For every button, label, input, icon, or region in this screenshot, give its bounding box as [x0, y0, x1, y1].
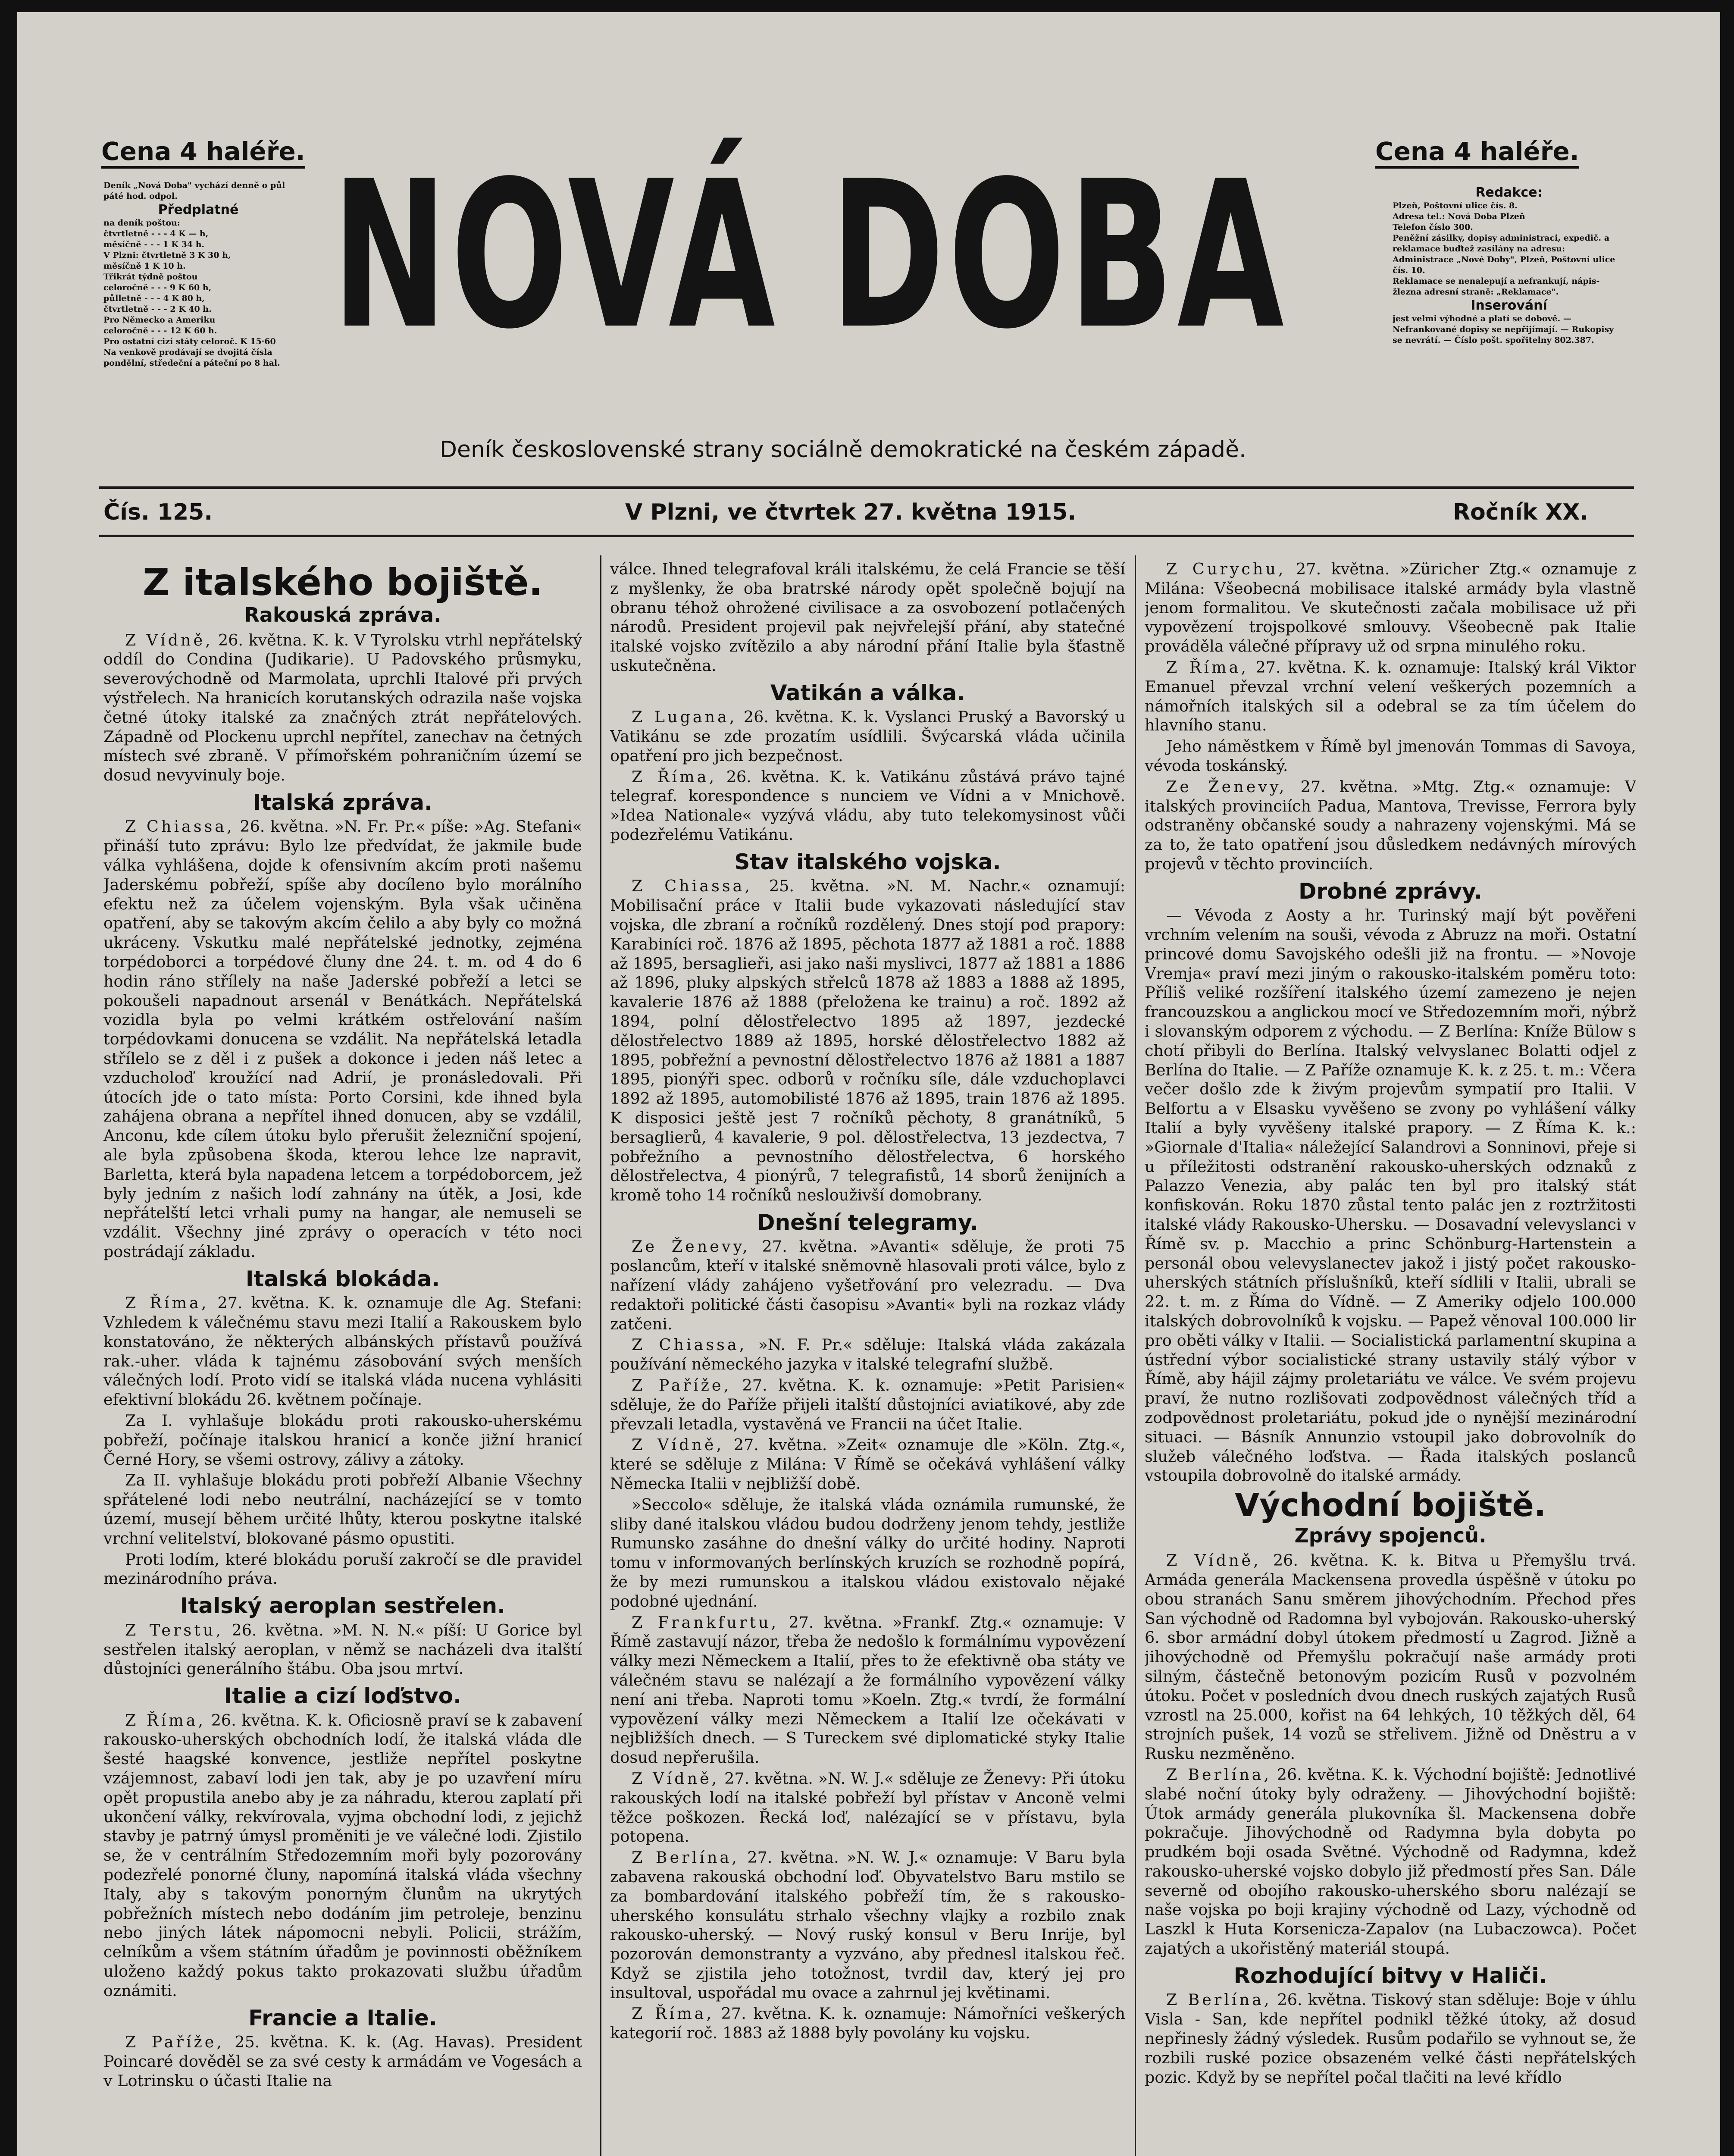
article-paragraph: Z Říma, 27. května. K. k. oznamuje: Italský král Viktor Emanuel převzal vrchní velení veškerých pozemních a námořních italských sil a odebral se za tím účelem do hlavního stanu.	[1145, 658, 1636, 735]
subscription-line: celoročně - - - 9 K 60 h,	[103, 283, 212, 292]
article-paragraph: Z Paříže, 27. května. K. k. oznamuje: »Petit Parisien« sděluje, že do Paříže přijeli italští důstojníci aviatikové, aby zde převzali letadla, vystavěná ve Francii na účet Italie.	[610, 1376, 1125, 1433]
headline-italian-front: Z italského bojiště.	[143, 561, 543, 604]
article-paragraph: Proti lodím, které blokádu poruší zakročí se dle pravidel mezinárodního práva.	[103, 1550, 582, 1588]
article-paragraph: Z Curychu, 27. května. »Züricher Ztg.« oznamuje z Milána: Všeobecná mobilisace italské armády byla vlastně jenom formalitou. Ve skutečnosti začala mobilisace už při vypovězení trojspolkové smlouvy. Všeobecně pak Italie prováděla válečné přípravy už od srpna minulého roku.	[1145, 560, 1636, 656]
article-paragraph: Z Vídně, 26. května. K. k. V Tyrolsku vtrhl nepřátelský oddíl do Condina (Judikarie). U Padovského průsmyku, severovýchodně od Marmolata, uprchli Italové při prvých výstřelech. Na hranicích korutanských odrazila naše vojska četné útoky italské za značných ztrát nepřátelových. Západně od Plockenu uprchl nepřítel, zanechav na četných místech své zbraně. V přímořském pohraničním území se dosud nevyvinuly boje.	[103, 630, 582, 785]
article-paragraph: Z Vídně, 27. května. »Zeit« oznamuje dle »Köln. Ztg.«, které se sděluje z Milána: V Římě se očekává vyhlášení války Německa Italii v nejbližší době.	[610, 1435, 1125, 1493]
subscription-line: měsíčně 1 K 10 h.	[103, 261, 186, 271]
subscription-heading: Předplatné	[158, 202, 239, 217]
editorial-line: Peněžní zásilky, dopisy administraci, expedič. a reklamace buďtež zasílány na adresu: Administrace „Nové Doby", Plzeň, Poštovní ulice čís. 10.	[1393, 233, 1615, 275]
article-paragraph: »Seccolo« sděluje, že italská vláda oznámila rumunské, že sliby dané italskou vládou budou dodrženy jenom tehdy, jestliže Rumunsko zasáhne do dnešní války do určité hodiny. Naproti tomu v informovaných berlínských kruzích se rozhodně popírá, že by mezi rumunskou a italskou vládou existovalo nějaké podobné ujednání.	[610, 1495, 1125, 1611]
subscription-box	[103, 180, 293, 473]
subscription-line: Na venkově prodávají se dvojitá čísla pondělní, středeční a páteční po 8 hal.	[103, 348, 280, 368]
subscription-line: čtvrtletně - - - 2 K 40 h.	[103, 304, 212, 314]
price-left: Cena 4 haléře.	[101, 137, 305, 166]
newspaper-page	[17, 12, 1720, 2156]
article-paragraph: Ze Ženevy, 27. května. »Avanti« sděluje, že proti 75 poslancům, kteří v italské sněmovně hlasovali proti válce, bylo z nařízení vlády zahájeno vyšetřování pro velezradu. — Dva redaktoři politické části časopisu »Avanti« byli na rozkaz vlády zatčeni.	[610, 1237, 1125, 1333]
editorial-box	[1393, 185, 1625, 482]
article-paragraph: Za I. vyhlašuje blokádu proti rakousko-uherskému pobřeží, počínaje italskou hranicí a konče jižní hranicí Černé Hory, se všemi ostrovy, zálivy a zátoky.	[103, 1411, 582, 1469]
article-paragraph: Z Lugana, 26. května. K. k. Vyslanci Pruský a Bavorský u Vatikánu se zde prozatím usídlili. Švýcarská vláda učinila opatření pro jich bezpečnost.	[610, 708, 1125, 765]
issue-date: V Plzni, ve čtvrtek 27. května 1915.	[625, 499, 1077, 525]
article-paragraph: Ze Ženevy, 27. května. »Mtg. Ztg.« oznamuje: V italských provinciích Padua, Mantova, Trevisse, Ferrora byly odstraněny občanské soudy a nahrazeny vojenskými. Má se za to, že tato opatření jsou důsledkem nedávných mírových projevů v těchto provinciích.	[1145, 777, 1636, 873]
article-paragraph: Z Terstu, 26. května. »M. N. N.« píší: U Gorice byl sestřelen italský aeroplan, v němž se nacházeli dva italští důstojníci generálního štábu. Oba jsou mrtví.	[103, 1620, 582, 1678]
article-paragraph: válce. Ihned telegrafoval králi italskému, že celá Francie se těší z myšlenky, že oba bratrské národy opět společně bojují na obranu téhož ohrožené civilisace a za osvobození potlačených národů. President projevil pak nejvřelejší přání, aby statečné italské vojsko zvítězilo a aby národní přání Italie byla šťastně uskutečněna.	[610, 560, 1125, 675]
article-paragraph: Z Chiassa, 26. května. »N. Fr. Pr.« píše: »Ag. Stefani« přináší tuto zprávu: Bylo lze předvídat, že jakmile bude válka vyhlášena, dojde k ofensivním akcím proti našemu Jaderskému pobřeží, spíše aby docíleno bylo morálního efektu než za účelem vojenským. Byla však učiněna opatření, aby se takovým akcím čelilo a aby byly co možná ukráceny. Vskutku malé nepřátelské jednotky, zejména torpédoborci a torpédové čluny dne 24. t. m. od 4 do 6 hodin ráno střílely na naše Jaderské pobřeží a letci se pokoušeli napadnout arsenál v Benátkách. Nepřátelská vozidla byla po velmi krátkém ostřelování naším torpédovkami donucena se vzdálit. Na nepřátelská letadla střílelo se z děl i z pušek a dokonce i jeden náš letec a vzducholoď kroužící nad Adrií, je pronásledovali. Při útocích jde o tato místa: Porto Corsini, kde ihned byla zahájena obrana a nepřítel ihned donucen, aby se vzdálil, Anconu, kde cílem útoku bylo přerušit železniční spojení, ale byla způsobena škoda, kterou lehce lze napravit, Barletta, která byla napadena letcem a torpédoborcem, jež byly jedním z našich lodí zahnány na útěk, a Josi, kde nepřátelští letci vrhali pumy na hangar, ale nemuseli se vzdálit. Všechny jiné zprávy o operacích v této noci postrádají základu.	[103, 817, 582, 1261]
column-divider	[1135, 555, 1136, 2156]
article-paragraph: Z Říma, 26. května. K. k. Vatikánu zůstává právo tajné telegraf. korespondence s nunciem ve Vídni a v Mnichově. »Idea Nationale« vyzývá vládu, aby tuto telekomysinost vůči podezřelému Vatikánu.	[610, 767, 1125, 844]
article-paragraph: Z Paříže, 25. května. K. k. (Ag. Havas). President Poincaré dověděl se za své cesty k armádám ve Vogesách a v Lotrinsku o účasti Italie na	[103, 2033, 582, 2090]
subhead-allied-reports: Zprávy spojenců.	[1294, 1523, 1487, 1547]
editorial-line: Adresa tel.: Nová Doba Plzeň	[1393, 212, 1525, 221]
subhead-italian-blockade: Italská blokáda.	[245, 1266, 440, 1291]
article-paragraph: Z Vídně, 27. května. »N. W. J.« sděluje ze Ženevy: Při útoku rakouských lodí na italské pobřeží byl přístav v Anconě velmi těžce poškozen. Řecká loď, nalézající se v přístavu, byla potopena.	[610, 1769, 1125, 1846]
advertising-heading: Inserování	[1471, 298, 1547, 313]
article-paragraph: — Vévoda z Aosty a hr. Turinský mají být pověřeni vrchním velením na souši, vévoda z Abruzz na moři. Ostatní princové domu Savojského odešli již na frontu. — »Novoje Vremja« praví mezi jiným o rakousko-italském poměru toto: Příliš veliké rozšíření italského území zamezeno je nejen francouzskou a anglickou mocí ve Středozemním moři, nýbrž i slovanským odporem z východu. — Z Berlína: Kníže Bülow s chotí přibyli do Berlína. Italský velvyslanec Bolatti odjel z Berlína do Italie. — Z Paříže oznamuje K. k. z 25. t. m.: Včera večer došlo zde k živým projevům sympatií pro Italii. V Belfortu a v Elsasku vyvěšeno se zvony po vyhlášení války Italií a byly vyvěšeny italské prapory. — Z Říma K. k.: »Giornale d'Italia« náležející Salandrovi a Sonninovi, přeje si u příležitosti odstranění rakousko-uherských odznaků z Palazzo Venezia, aby palác ten byl pro italský stát konfiskován. Roku 1870 zůstal tento palác jen z roztržitosti italské vlády Rakousko-Uhersku. — Dosavadní velevyslanci v Římě sv. p. Macchio a princ Schönburg-Hartenstein a personál obou velevyslanectev jakož i jistý počet rakousko-uherských státních příslušníků, kteří sídlili v Italii, ubrali se 22. t. m. z Říma do Vídně. — Z Ameriky odjelo 100.000 italských dobrovolníků k vojsku. — Papež věnoval 100.000 lir pro oběti války v Italii. — Socialistická parlamentní skupina a ústřední výbor socialistické strany ustavily stálý výbor v Římě, aby hájil zájmy proletariátu ve válce. Ve svém projevu praví, že nutno rozlišovati zodpovědnost válečných tříd a zodpovědnost proletariátu, pokud jde o nynější mezinárodní situaci. — Básník Annunzio vstoupil jako dobrovolník do služeb válečného loďstva. — Řada italských poslanců vstoupila dobrovolně do italské armády.	[1145, 906, 1636, 1485]
subscription-line: Pro ostatní cizí státy celoroč. K 15·60	[103, 337, 276, 346]
article-paragraph: Z Berlína, 27. května. »N. W. J.« oznamuje: V Baru byla zabavena rakouská obchodní loď. Obyvatelstvo Baru mstilo se za bombardování italského pobřeží tím, že s rakousko-uherského konsulátu strhalo všechny vlajky a rozbilo znak rakousko-uherský. — Nový ruský konsul v Beru Inrije, byl pozorován demonstranty a vyzváno, aby přednesl italskou řeč. Když se zjistila jeho totožnost, tvrdil dav, který jej pro insultoval, uspořádal mu ovace a zahrnul jej květinami.	[610, 1848, 1125, 2002]
subhead-galicia-battles: Rozhodující bitvy v Haliči.	[1233, 1963, 1547, 1988]
subhead-aeroplane: Italský aeroplan sestřelen.	[180, 1593, 506, 1619]
masthead-subtitle: Deník československé strany sociálně demokratické na českém západě.	[440, 437, 1246, 463]
subscription-line: měsíčně - - - 1 K 34 h.	[103, 240, 205, 249]
subscription-line: na deník poštou:	[103, 218, 180, 228]
subhead-foreign-fleet: Italie a cizí loďstvo.	[224, 1683, 462, 1709]
article-paragraph: Jeho náměstkem v Římě byl jmenován Tommas di Savoya, vévoda toskánský.	[1145, 737, 1636, 775]
subhead-austrian-report: Rakouská zpráva.	[244, 603, 441, 627]
article-paragraph: Z Říma, 26. května. K. k. Oficiosně praví se k zabavení rakousko-uherských obchodních lodí, že italská vláda dle šesté haagské konvence, jestliže nepřítel poskytne vzájemnost, zabaví lodi jen tak, aby je po uzavření míru opět propustila anebo aby je za náhradu, kterou zaplatí při ukončení války, rekvírovala, vyjma obchodní lodi, z jejichž stavby je patrný úmysl proměniti je ve válečné lodi. Zjistilo se, že v centrálním Středozemním moři byly pozorovány podezřelé ponorné čluny, napomíná italská vláda všechny Italy, aby s takovým ponorným člunům na ukrytých pobřežních místech nebo dodáním jim petroleje, benzinu nebo jiných látek nápomocni nebyli. Policii, strážím, celníkům a všem státním úřadům je povinnosti oběžníkem uloženo každý pokus takto prokazovati službu úřadům oznámiti.	[103, 1711, 582, 2000]
article-paragraph: Z Berlína, 26. května. Tiskový stan sděluje: Boje v úhlu Visla - San, kde nepřítel podnikl těžké útoky, až dosud nepřinesly žádný výsledek. Rusům podařilo se vyhnout se, že rozbili ruské pozice obsazeném velké části nepřátelských pozic. Když by se nepřítel počal tlačiti na levé křídlo	[1145, 1990, 1636, 2087]
subhead-todays-telegrams: Dnešní telegramy.	[757, 1210, 979, 1235]
article-paragraph: Z Chiassa, 25. května. »N. M. Nachr.« oznamují: Mobilisační práce v Italii bude vykazovati následující stav vojska, dle zbraní a ročníků rozdělený. Dnes stojí pod prapory: Karabiníci roč. 1876 až 1895, pěchota 1877 až 1881 a roč. 1888 až 1895, bersaglieři, asi jako naši myslivci, 1877 až 1881 a 1886 až 1896, pluky alpských střelců 1878 až 1883 a 1888 až 1895, kavalerie 1876 až 1888 (přeložena ke trainu) a roč. 1892 až 1894, polní dělostřelectvo 1895 až 1897, jezdecké dělostřelectvo 1889 až 1895, horské dělostřelectvo 1882 až 1895, pobřežní a pevnostní dělostřelectvo 1876 až 1881 a 1887 1895, pionýři spec. odborů v ročníku síle, dále vzduchoplavci 1892 až 1895, automobilisté 1876 až 1895, train 1876 až 1895. K disposici ještě jest 7 ročníků pěchoty, 8 granátníků, 5 bersaglierů, 4 kavalerie, 9 pol. dělostřelectva, 13 jezdectva, 7 pobřežního a pevnostního dělostřelectva, 6 horského dělostřelectva, 4 pionýrů, 7 telegrafistů, 14 sborů ženijních a kromě toho 14 ročníků neslouživší domobrany.	[610, 877, 1125, 1205]
editorial-line: Plzeň, Poštovní ulice čís. 8.	[1393, 201, 1518, 210]
header-rule-top	[99, 486, 1634, 489]
header-rule-bottom	[99, 535, 1634, 537]
editorial-line: Reklamace se nenalepují a nefrankují, nápis-žlezna adresní straně: „Reklamace".	[1393, 276, 1600, 297]
subhead-army-status: Stav italského vojska.	[734, 849, 1001, 874]
volume-number: Ročník XX.	[1453, 499, 1589, 525]
advertising-line: jest velmi výhodné a platí se dobově. — Nefrankované dopisy se nepřijímají. — Rukopisy se nevrátí. — Číslo pošt. spořitelny 802.387.	[1393, 314, 1614, 345]
editorial-heading: Redakce:	[1475, 185, 1543, 200]
column-3	[1145, 560, 1636, 2156]
subscription-intro: Deník „Nová Doba" vychází denně o půl páté hod. odpol.	[103, 181, 285, 201]
column-divider	[600, 555, 601, 2156]
issue-number: Čís. 125.	[103, 499, 213, 525]
masthead-title: NOVÁ DOBA	[332, 138, 1288, 373]
article-paragraph: Z Chiassa, »N. F. Pr.« sděluje: Italská vláda zakázala používání německého jazyka v italské telegrafní službě.	[610, 1335, 1125, 1374]
article-paragraph: Z Frankfurtu, 27. května. »Frankf. Ztg.« oznamuje: V Římě zastavují názor, třeba že nedošlo k formálnímu vypovězení války mezi Německem a Italií, přes to že efektivně oba státy ve válečném stavu se nalézají a že formálního vypovězení války není ani třeba. Naproti tomu »Koeln. Ztg.« tvrdí, že formální vypovězení války mezi Německem a Italií lze očekávati v nejbližších dnech. — S Tureckem své diplomatické styky Italie dosud nepřerušila.	[610, 1613, 1125, 1767]
article-paragraph: Za II. vyhlašuje blokádu proti pobřeží Albanie Všechny spřátelené lodi nebo neutrální, nacházející se v tomto území, musejí během určité lhůty, kterou poskytne italské vrchní velitelství, blokované pásmo opustiti.	[103, 1471, 582, 1548]
subscription-line: Pro Německo a Ameriku	[103, 315, 216, 325]
subscription-line: půlletně - - - 4 K 80 h,	[103, 294, 205, 303]
column-2	[610, 560, 1125, 2156]
subscription-line: čtvrtletně - - - 4 K — h,	[103, 229, 209, 238]
article-paragraph: Z Vídně, 26. května. K. k. Bitva u Přemyšlu trvá. Armáda generála Mackensena provedla úspěšně v útoku po obou stranách Sanu směrem jihovýchodním. Přechod přes San východně od Radomna byl vybojován. Rakousko-uherský 6. sbor armádní dobyl útokem předmostí u Zagrod. Jižně a jihovýchodně od Přemyšlu pokračují naše armády proti silným, částečně betonovým pozicím Rusů v pozvolném útoku. Počet v posledních dvou dnech ruských zajatých Rusů vzrostl na 25.000, kořist na 64 lehkých, 10 těžkých děl, 64 strojních pušek, 14 vozů se střelivem. Jižně od Dněstru a v Rusku nezměněno.	[1145, 1551, 1636, 1763]
subhead-italian-report: Italská zpráva.	[253, 790, 433, 815]
column-1	[103, 560, 582, 2156]
editorial-line: Telefon číslo 300.	[1393, 222, 1473, 232]
subscription-line: Třikrát týdně poštou	[103, 272, 198, 282]
headline-eastern-front: Východní bojiště.	[1235, 1487, 1546, 1524]
subhead-france-italy: Francie a Italie.	[248, 2005, 437, 2031]
article-paragraph: Z Říma, 27. května. K. k. oznamuje dle Ag. Stefani: Vzhledem k válečnému stavu mezi Italií a Rakouskem bylo konstatováno, že některých albánských přístavů používá rak.-uher. vláda k tajnému zásobování svých menších válečných lodí. Proto vidí se italská vláda nucena vyhlásiti efektivní blokádu 26. květnem počínaje.	[103, 1294, 582, 1409]
subhead-vatican: Vatikán a válka.	[770, 680, 965, 705]
price-right: Cena 4 haléře.	[1375, 137, 1579, 166]
article-paragraph: Z Berlína, 26. května. K. k. Východní bojiště: Jednotlivé slabé noční útoky byly odraženy. — Jihovýchodní bojiště: Útok armády generála plukovníka šl. Mackensena dobře pokračuje. Jihovýchodně od Radymna byla dobyta po prudkém boji osada Světné. Východně od Radymna, kdež rakousko-uherské vojsko dobylo již předmostí přes San. Dále severně od obojího rakousko-uherského sboru nalézají se naše vojska po boji krajiny východně od Lazy, východně od Laszkl k Huta Korsenicza-Zapalov (na Lubaczowca). Počet zajatých a ukořistěný materiál stoupá.	[1145, 1765, 1636, 1958]
article-paragraph: Z Říma, 27. května. K. k. oznamuje: Námořníci veškerých kategorií roč. 1883 až 1888 byly povolány ku vojsku.	[610, 2004, 1125, 2043]
subscription-line: V Plzni: čtvrtletně 3 K 30 h,	[103, 251, 231, 260]
subscription-line: celoročně - - - 12 K 60 h.	[103, 326, 217, 335]
subhead-brief-news: Drobné zprávy.	[1298, 878, 1483, 904]
